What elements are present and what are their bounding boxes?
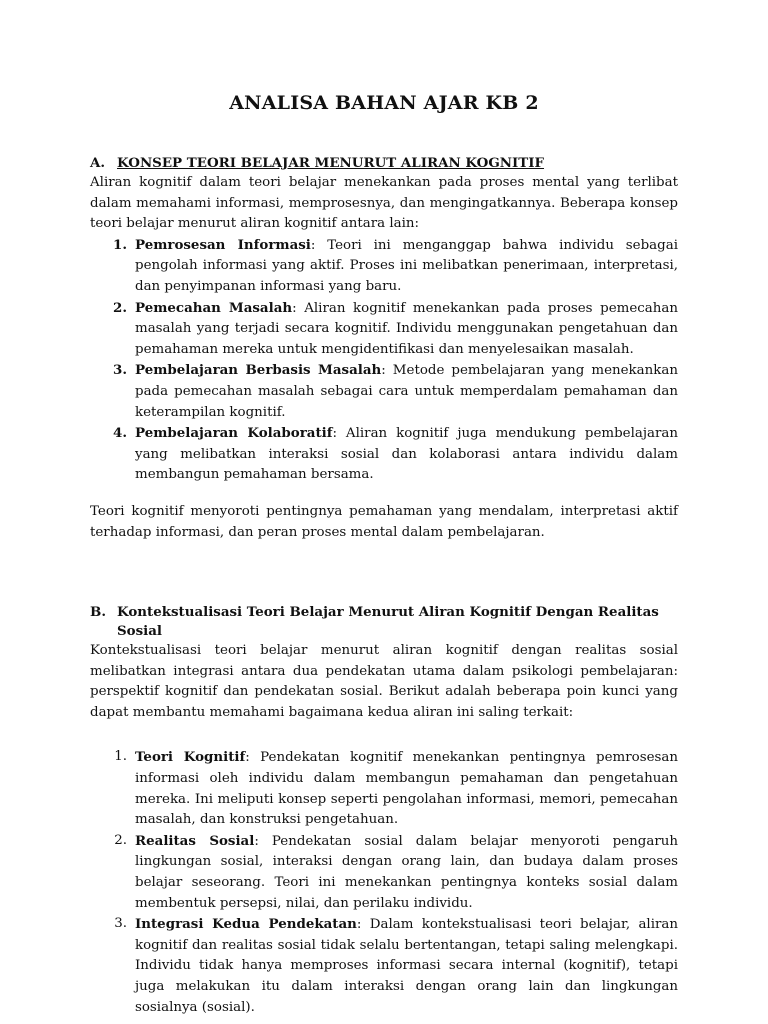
list-item-term: Pemrosesan Informasi: [135, 236, 311, 253]
list-item-number: 3.: [114, 916, 127, 932]
list-item: [90, 235, 678, 298]
list-item-text: : Dalam kontekstualisasi teori belajar, aliran kognitif dan realitas sosial tidak selalu bertentangan, tetapi saling melengkapi. Individu tidak hanya memproses informasi secara internal (kognitif), tetapi juga melakukan itu dalam interaksi dengan orang lain dan lingkungan sosialnya (sosial).: [135, 917, 678, 1015]
section-a-heading: [90, 154, 678, 173]
section-b-list: [90, 747, 678, 1018]
list-item-term: Pembelajaran Berbasis Masalah: [135, 362, 382, 379]
section-b-title: Kontekstualisasi Teori Belajar Menurut Aliran Kognitif Dengan Realitas Sosial: [117, 604, 659, 640]
section-b-heading: [90, 603, 678, 641]
list-item-number: 1.: [114, 749, 127, 765]
list-item-term: Teori Kognitif: [135, 749, 246, 766]
section-a-letter: A.: [90, 155, 106, 171]
list-item-number: 1.: [113, 236, 127, 253]
list-item-term: Pembelajaran Kolaboratif: [135, 425, 333, 442]
section-b-letter: B.: [90, 604, 106, 621]
list-item: [90, 298, 678, 361]
list-item: [90, 831, 678, 914]
list-item-term: Integrasi Kedua Pendekatan: [135, 916, 357, 933]
section-b-intro: Kontekstualisasi teori belajar menurut aliran kognitif dengan realitas sosial melibatkan integrasi antara dua pendekatan utama dalam psikologi pembelajaran: perspektif kognitif dan pendekatan sosial. Berikut adalah beberapa poin kunci yang dapat membantu memahami bagaimana kedua aliran ini saling terkait:: [90, 643, 678, 720]
section-a-title: KONSEP TEORI BELAJAR MENURUT ALIRAN KOGNITIF: [117, 155, 545, 171]
list-item: [90, 914, 678, 1018]
list-item: [90, 423, 678, 486]
list-item-number: 2.: [114, 832, 127, 848]
list-item: [90, 747, 678, 830]
list-item-text: : Aliran kognitif menekankan pada proses pemecahan masalah yang terjadi secara kognitif. Individu menggunakan pengetahuan dan pemahaman mereka untuk mengidentifikasi dan menyelesaikan masalah.: [135, 300, 678, 357]
list-item: [90, 360, 678, 423]
section-a-closing: Teori kognitif menyoroti pentingnya pemahaman yang mendalam, interpretasi aktif terhadap informasi, dan peran proses mental dalam pembelajaran.: [90, 503, 678, 540]
document-title: ANALISA BAHAN AJAR KB 2: [229, 92, 539, 114]
list-item-number: 4.: [113, 425, 127, 442]
list-item-text: : Metode pembelajaran yang menekankan pada pemecahan masalah sebagai cara untuk memperdalam pemahaman dan keterampilan kognitif.: [135, 363, 678, 420]
list-item-text: : Aliran kognitif juga mendukung pembelajaran yang melibatkan interaksi sosial dan kolaborasi antara individu dalam membangun pemahaman bersama.: [135, 426, 679, 483]
section-a-list: [90, 235, 678, 486]
list-item-term: Pemecahan Masalah: [135, 299, 293, 316]
list-item-text: : Pendekatan sosial dalam belajar menyoroti pengaruh lingkungan sosial, interaksi dengan orang lain, dan budaya dalam proses belajar seseorang. Teori ini menekankan pentingnya konteks sosial dalam membentuk persepsi, nilai, dan perilaku individu.: [135, 833, 678, 911]
list-item-text: : Pendekatan kognitif menekankan pentingnya pemrosesan informasi oleh individu dalam membangun pemahaman dan pengetahuan mereka. Ini meliputi konsep seperti pengolahan informasi, memori, pemecahan masalah, dan konstruksi pengetahuan.: [135, 750, 678, 828]
list-item-term: Realitas Sosial: [135, 832, 255, 849]
list-item-number: 3.: [113, 362, 127, 379]
list-item-text: : Teori ini menganggap bahwa individu sebagai pengolah informasi yang aktif. Proses ini melibatkan penerimaan, interpretasi, dan penyimpanan informasi yang baru.: [135, 237, 678, 294]
section-a-intro: Aliran kognitif dalam teori belajar menekankan pada proses mental yang terlibat dalam memahami informasi, memprosesnya, dan mengingatkannya. Beberapa konsep teori belajar menurut aliran kognitif antara lain:: [90, 175, 678, 232]
list-item-number: 2.: [113, 299, 127, 316]
